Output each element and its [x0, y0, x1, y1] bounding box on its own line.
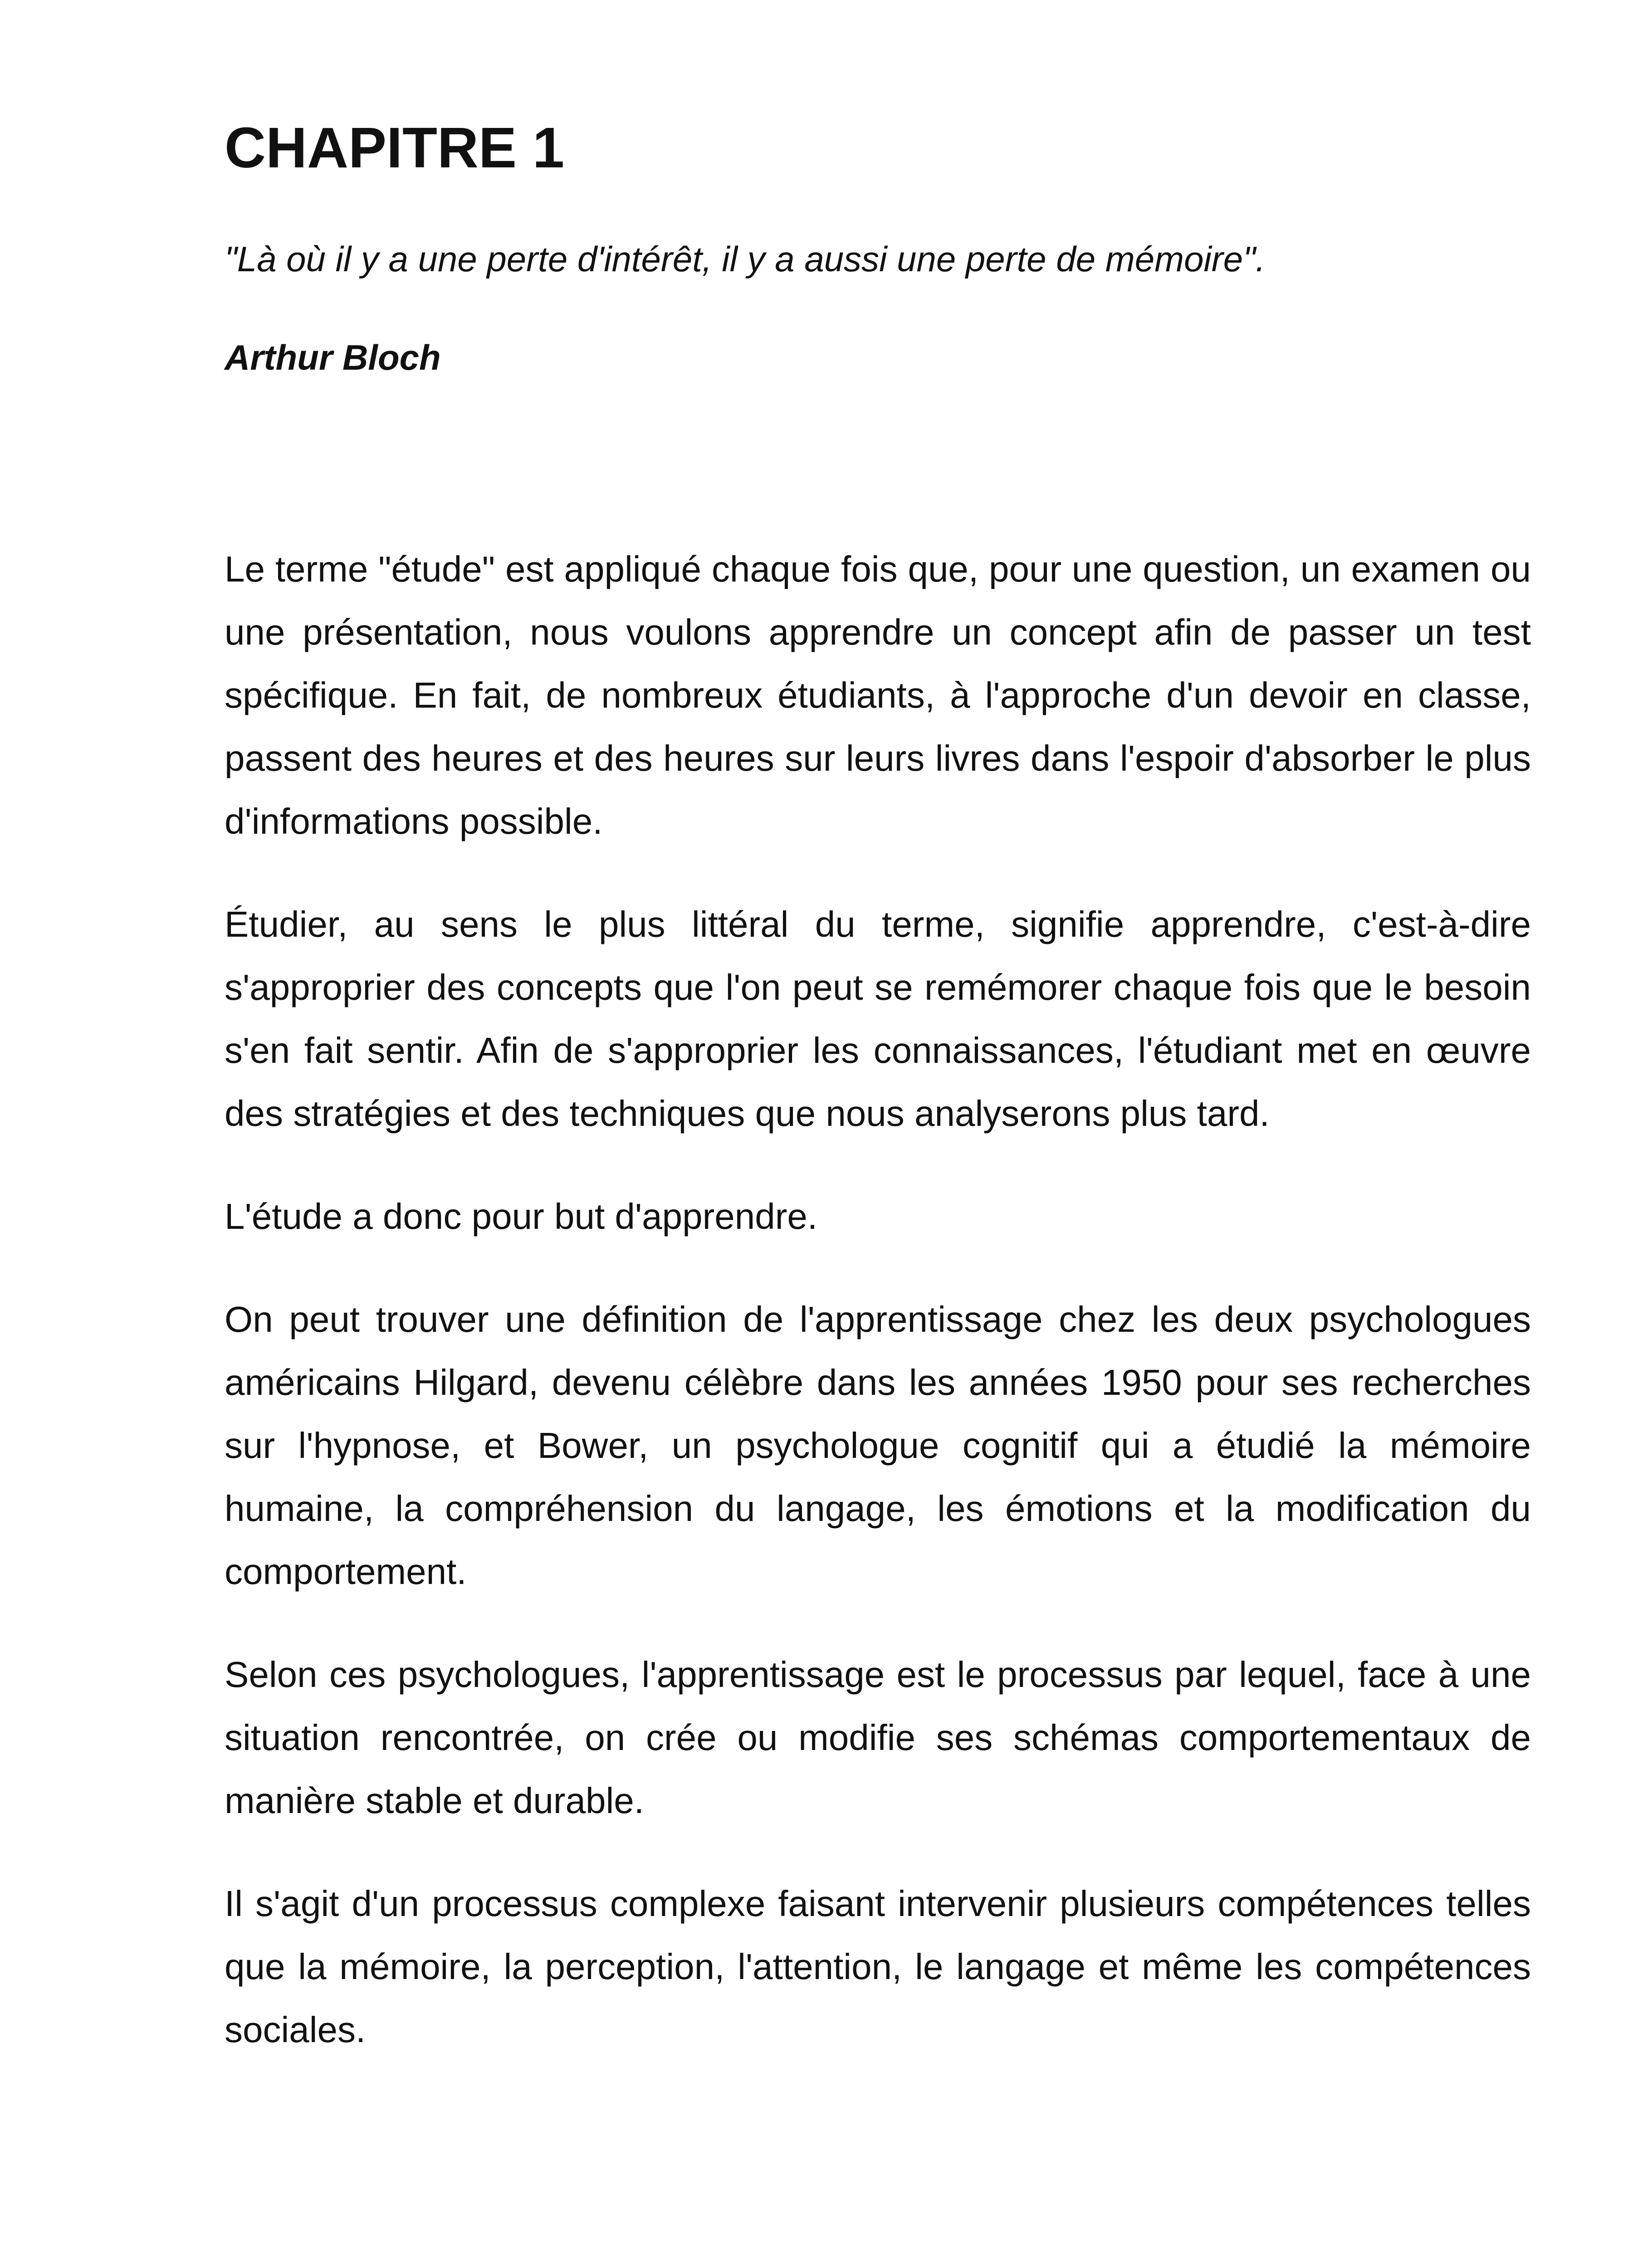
paragraph-1: Le terme "étude" est appliqué chaque fois que, pour une question, un examen ou une présentation, nous voulons apprendre un concept afin de passer un test spécifique. En fait, de nombreux étudiants, à l'approche d'un devoir en classe, passent des heures et des heures sur leurs livres dans l'espoir d'absorber le plus d'informations possible. — [225, 549, 1531, 841]
paragraph-6: Il s'agit d'un processus complexe faisant intervenir plusieurs compétences telles que la mémoire, la perception, l'attention, le langage et même les compétences sociales. — [225, 1883, 1531, 2050]
paragraph-4: On peut trouver une définition de l'apprentissage chez les deux psychologues américains Hilgard, devenu célèbre dans les années 1950 pour ses recherches sur l'hypnose, et Bower, un psychologue cognitif qui a étudié la mémoire humaine, la compréhension du langage, les émotions et la modification du comportement. — [225, 1299, 1531, 1592]
paragraph-3: L'étude a donc pour but d'apprendre. — [225, 1196, 818, 1237]
paragraph-2: Étudier, au sens le plus littéral du terme, signifie apprendre, c'est-à-dire s'approprier des concepts que l'on peut se remémorer chaque fois que le besoin s'en fait sentir. Afin de s'approprier les connaissances, l'étudiant met en œuvre des stratégies et des techniques que nous analyserons plus tard. — [225, 904, 1531, 1134]
epigraph-author: Arthur Bloch — [225, 337, 441, 377]
epigraph-quote: "Là où il y a une perte d'intérêt, il y a aussi une perte de mémoire". — [225, 239, 1266, 279]
paragraph-5: Selon ces psychologues, l'apprentissage est le processus par lequel, face à une situation rencontrée, on crée ou modifie ses schémas comportementaux de manière stable et durable. — [225, 1654, 1531, 1821]
body-text — [225, 538, 1531, 2101]
chapter-title: CHAPITRE 1 — [225, 116, 565, 180]
